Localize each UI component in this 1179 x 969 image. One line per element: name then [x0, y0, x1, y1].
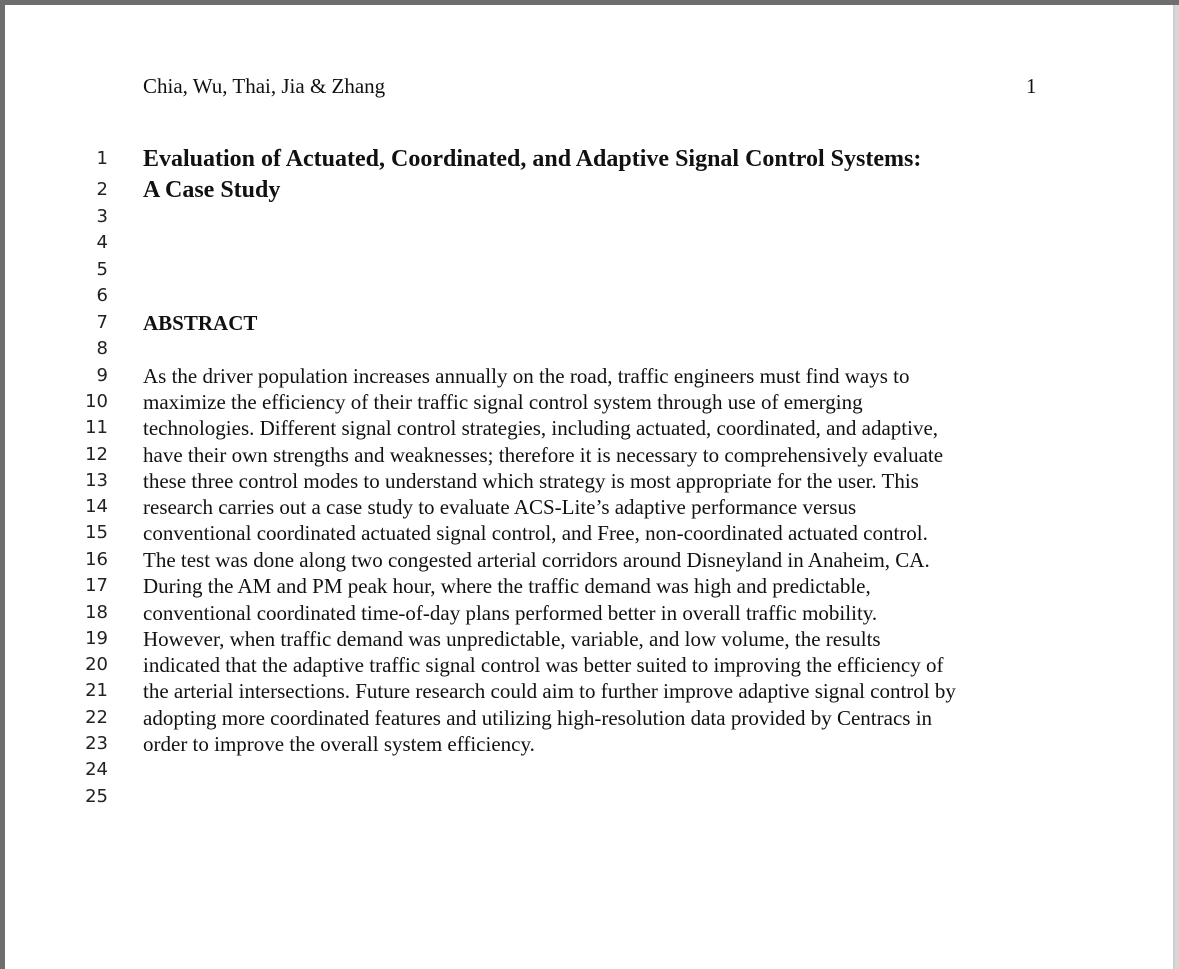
- abstract-line: However, when traffic demand was unpredictable, variable, and low volume, the results: [143, 627, 881, 651]
- abstract-line: research carries out a case study to evaluate ACS-Lite’s adaptive performance versus: [143, 495, 857, 519]
- abstract-line: The test was done along two congested arterial corridors around Disneyland in Anaheim, CA.: [143, 548, 930, 572]
- abstract-line: conventional coordinated actuated signal control, and Free, non-coordinated actuated control.: [143, 521, 928, 545]
- line-number: 14: [85, 496, 108, 517]
- abstract-line: conventional coordinated time-of-day plans performed better in overall traffic mobility.: [143, 601, 878, 625]
- running-head-authors: Chia, Wu, Thai, Jia & Zhang: [143, 74, 386, 98]
- line-number: 19: [85, 628, 108, 649]
- line-number: 2: [96, 179, 108, 200]
- line-number: 24: [85, 759, 108, 780]
- abstract-line: have their own strengths and weaknesses; therefore it is necessary to comprehensively evaluate: [143, 443, 944, 467]
- page-number: 1: [1026, 74, 1037, 98]
- abstract-line: maximize the efficiency of their traffic signal control system through use of emerging: [143, 390, 863, 414]
- abstract-line: the arterial intersections. Future research could aim to further improve adaptive signal control by: [143, 679, 956, 703]
- line-number: 17: [85, 575, 108, 596]
- line-number: 21: [85, 680, 108, 701]
- abstract-line: indicated that the adaptive traffic signal control was better suited to improving the efficiency of: [143, 653, 944, 677]
- line-number: 13: [85, 470, 108, 491]
- line-number: 10: [85, 391, 108, 412]
- abstract-heading: ABSTRACT: [143, 311, 258, 335]
- line-number: 3: [96, 206, 108, 227]
- line-number: 23: [85, 733, 108, 754]
- line-number: 20: [85, 654, 108, 675]
- abstract-line: these three control modes to understand which strategy is most appropriate for the user. This: [143, 469, 919, 493]
- line-number: 1: [96, 148, 108, 169]
- line-number: 22: [85, 707, 108, 728]
- line-number: 7: [96, 312, 108, 333]
- line-number: 5: [96, 259, 108, 280]
- line-number: 9: [96, 365, 108, 386]
- paper-title-line: Evaluation of Actuated, Coordinated, and Adaptive Signal Control Systems:: [143, 146, 922, 172]
- line-number: 18: [85, 602, 108, 623]
- line-number: 4: [96, 232, 108, 253]
- line-number: 11: [85, 417, 108, 438]
- abstract-line: adopting more coordinated features and utilizing high-resolution data provided by Centracs in: [143, 706, 933, 730]
- abstract-line: During the AM and PM peak hour, where the traffic demand was high and predictable,: [143, 574, 871, 598]
- paper-title-line: A Case Study: [143, 177, 281, 203]
- abstract-line: order to improve the overall system efficiency.: [143, 732, 535, 756]
- line-number: 8: [96, 338, 108, 359]
- line-number: 15: [85, 522, 108, 543]
- line-number: 16: [85, 549, 108, 570]
- line-number: 12: [85, 444, 108, 465]
- abstract-line: technologies. Different signal control strategies, including actuated, coordinated, and adaptive,: [143, 416, 939, 440]
- line-number: 6: [96, 285, 108, 306]
- page-edge: [1173, 5, 1179, 969]
- line-number: 25: [85, 786, 108, 807]
- abstract-line: As the driver population increases annually on the road, traffic engineers must find ways to: [143, 364, 910, 388]
